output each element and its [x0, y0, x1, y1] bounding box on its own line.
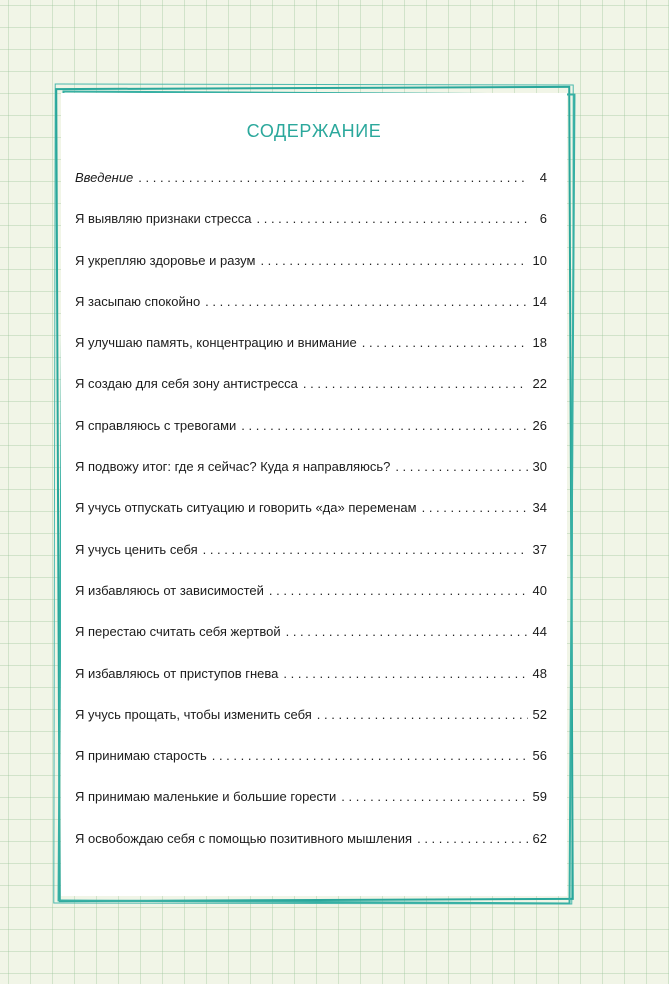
- toc-leader-dots: [257, 211, 529, 226]
- toc-leader-dots: [205, 294, 527, 309]
- toc-entry: [75, 583, 547, 624]
- toc-entry-title: Я учусь отпускать ситуацию и говорить «да» переменам: [75, 500, 417, 516]
- toc-entry-title: Я улучшаю память, концентрацию и внимание: [75, 335, 357, 351]
- toc-title: СОДЕРЖАНИЕ: [246, 121, 382, 141]
- toc-entry: [75, 253, 547, 294]
- toc-list: [75, 170, 547, 872]
- toc-entry: [75, 335, 547, 376]
- toc-entry: [75, 376, 547, 417]
- toc-entry: [75, 831, 547, 872]
- toc-leader-dots: [203, 542, 528, 557]
- toc-leader-dots: [138, 170, 528, 185]
- toc-leader-dots: [269, 583, 528, 598]
- toc-entry-title: Введение: [75, 170, 134, 185]
- toc-entry-page: 56: [532, 748, 547, 764]
- toc-entry: [75, 666, 547, 707]
- toc-entry: [75, 542, 547, 583]
- toc-leader-dots: [422, 500, 528, 515]
- toc-entry-page: 62: [532, 830, 547, 846]
- toc-leader-dots: [241, 418, 527, 433]
- toc-entry-page: 34: [532, 500, 547, 516]
- toc-entry: [75, 624, 547, 665]
- toc-entry: [75, 459, 547, 500]
- toc-entry-title: Я учусь ценить себя: [75, 541, 198, 557]
- toc-entry: [75, 500, 547, 541]
- toc-entry-page: 22: [532, 376, 547, 392]
- toc-entry-page: 40: [532, 582, 547, 598]
- toc-leader-dots: [283, 666, 527, 681]
- toc-entry-title: Я создаю для себя зону антистресса: [75, 376, 298, 392]
- toc-entry-page: 30: [532, 459, 547, 475]
- toc-entry-title: Я выявляю признаки стресса: [75, 211, 252, 227]
- toc-entry-title: Я учусь прощать, чтобы изменить себя: [75, 706, 312, 722]
- toc-entry-page: 10: [532, 252, 547, 268]
- toc-entry: [75, 170, 547, 211]
- toc-leader-dots: [286, 624, 528, 639]
- toc-entry-page: 4: [539, 170, 547, 185]
- toc-entry-title: Я принимаю старость: [75, 748, 207, 764]
- toc-entry-page: 44: [532, 624, 547, 640]
- toc-entry-page: 6: [539, 211, 547, 227]
- toc-leader-dots: [317, 707, 528, 722]
- toc-entry: [75, 789, 547, 830]
- toc-entry-title: Я избавляюсь от зависимостей: [75, 582, 264, 598]
- toc-entry: [75, 707, 547, 748]
- toc-entry-title: Я укрепляю здоровье и разум: [75, 252, 256, 268]
- toc-entry: [75, 418, 547, 459]
- toc-entry-title: Я перестаю считать себя жертвой: [75, 624, 281, 640]
- toc-entry-title: Я подвожу итог: где я сейчас? Куда я направляюсь?: [75, 459, 391, 475]
- toc-leader-dots: [341, 789, 527, 804]
- toc-leader-dots: [362, 335, 528, 350]
- toc-leader-dots: [303, 376, 528, 391]
- toc-entry: [75, 211, 547, 252]
- toc-entry-title: Я засыпаю спокойно: [75, 293, 201, 309]
- toc-entry-title: Я освобождаю себя с помощью позитивного мышления: [75, 830, 413, 846]
- toc-entry-title: Я избавляюсь от приступов гнева: [75, 665, 279, 681]
- toc-entry: [75, 294, 547, 335]
- toc-entry-page: 14: [532, 293, 547, 309]
- toc-leader-dots: [417, 831, 527, 846]
- toc-entry-page: 18: [532, 335, 547, 351]
- toc-leader-dots: [260, 253, 527, 268]
- toc-entry-title: Я справляюсь с тревогами: [75, 417, 237, 433]
- toc-leader-dots: [212, 748, 528, 763]
- toc-leader-dots: [395, 459, 527, 474]
- toc-entry-page: 59: [532, 789, 547, 805]
- toc-entry-title: Я принимаю маленькие и большие горести: [75, 789, 337, 805]
- toc-entry-page: 52: [532, 706, 547, 722]
- toc-entry-page: 37: [532, 541, 547, 557]
- toc-entry-page: 48: [532, 665, 547, 681]
- toc-entry: [75, 748, 547, 789]
- toc-page: [61, 93, 567, 896]
- toc-entry-page: 26: [532, 417, 547, 433]
